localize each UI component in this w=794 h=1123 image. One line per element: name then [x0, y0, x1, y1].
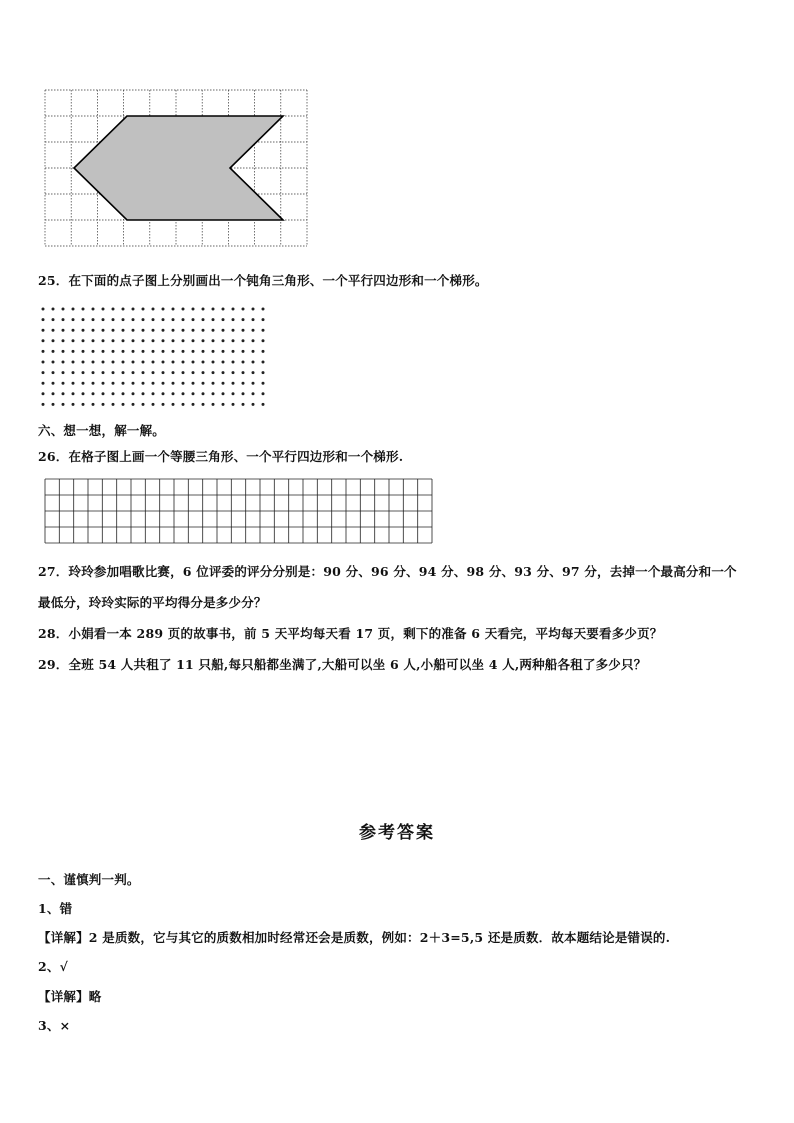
grid-dot	[182, 350, 185, 353]
grid-dot	[142, 371, 145, 374]
grid-dot	[262, 350, 265, 353]
grid-dot	[92, 329, 95, 332]
grid-dot	[152, 339, 155, 342]
grid-dot	[232, 339, 235, 342]
grid-dot	[242, 361, 245, 364]
grid-dot	[172, 382, 175, 385]
grid-dot	[232, 382, 235, 385]
answers-title: 参考答案	[359, 823, 435, 843]
grid-dot	[142, 339, 145, 342]
grid-dot	[92, 403, 95, 406]
grid-dot	[132, 329, 135, 332]
grid-dot	[132, 392, 135, 395]
grid-dot	[252, 361, 255, 364]
grid-dot	[52, 382, 55, 385]
grid-dot	[102, 403, 105, 406]
grid-dot	[112, 392, 115, 395]
grid-dot	[72, 339, 75, 342]
question-28: 28．小娟看一本 289 页的故事书，前 5 天平均每天看 17 页，剩下的准备 6 天看完，平均每天要看多少页？	[38, 626, 663, 641]
grid-dot	[142, 329, 145, 332]
grid-dot	[62, 318, 65, 321]
grid-dot	[262, 318, 265, 321]
grid-dot	[122, 371, 125, 374]
grid-dot	[202, 371, 205, 374]
grid-dot	[92, 361, 95, 364]
grid-dot	[262, 392, 265, 395]
grid-dot	[252, 329, 255, 332]
grid-dot	[42, 308, 45, 311]
grid-dot	[202, 318, 205, 321]
grid-dot	[52, 371, 55, 374]
grid-dot	[232, 371, 235, 374]
grid-dot	[222, 350, 225, 353]
grid-dot	[162, 339, 165, 342]
grid-dot	[172, 308, 175, 311]
grid-dot	[72, 329, 75, 332]
grid-dot	[132, 382, 135, 385]
grid-dot	[42, 350, 45, 353]
grid-dot	[132, 350, 135, 353]
grid-dot	[102, 308, 105, 311]
grid-dot	[262, 382, 265, 385]
grid-dot	[142, 382, 145, 385]
grid-dot	[192, 403, 195, 406]
grid-dot	[252, 403, 255, 406]
grid-dot	[82, 350, 85, 353]
grid-dot	[82, 318, 85, 321]
grid-dot	[82, 329, 85, 332]
grid-dot	[82, 392, 85, 395]
grid-dot	[72, 308, 75, 311]
grid-dot	[152, 350, 155, 353]
grid-dot	[162, 403, 165, 406]
grid-dot	[222, 392, 225, 395]
grid-dot	[182, 361, 185, 364]
grid-dot	[92, 318, 95, 321]
grid-dot	[42, 329, 45, 332]
grid-dot	[132, 361, 135, 364]
grid-dot	[242, 308, 245, 311]
grid-dot	[132, 318, 135, 321]
grid-dot	[62, 392, 65, 395]
grid-dot	[222, 308, 225, 311]
grid-dot	[82, 403, 85, 406]
grid-dot	[242, 350, 245, 353]
grid-dot	[252, 308, 255, 311]
grid-dot	[112, 318, 115, 321]
grid-dot	[222, 361, 225, 364]
grid-dot	[142, 308, 145, 311]
grid-dot	[102, 371, 105, 374]
grid-dot	[172, 318, 175, 321]
grid-dot	[252, 339, 255, 342]
grid-dot	[62, 403, 65, 406]
grid-dot	[152, 361, 155, 364]
grid-dot	[182, 308, 185, 311]
grid-dot	[212, 318, 215, 321]
grid-dot	[192, 318, 195, 321]
grid-dot	[212, 329, 215, 332]
grid-dot	[102, 339, 105, 342]
grid-dot	[202, 339, 205, 342]
grid-dot	[262, 329, 265, 332]
grid-dot	[162, 361, 165, 364]
grid-dot	[252, 350, 255, 353]
grid-dot	[52, 361, 55, 364]
grid-dot	[182, 392, 185, 395]
grid-dot	[262, 339, 265, 342]
section-6-heading: 六、想一想，解一解。	[38, 423, 166, 438]
grid-dot	[62, 361, 65, 364]
grid-dot	[122, 318, 125, 321]
grid-dot	[42, 339, 45, 342]
grid-dot	[42, 318, 45, 321]
grid-dot	[72, 361, 75, 364]
grid-dot	[202, 392, 205, 395]
grid-dot	[262, 371, 265, 374]
grid-dot	[202, 382, 205, 385]
grid-dot	[112, 371, 115, 374]
grid-dot	[92, 350, 95, 353]
grid-dot	[212, 350, 215, 353]
grid-dot	[142, 350, 145, 353]
grid-dot	[222, 403, 225, 406]
grid-dot	[262, 403, 265, 406]
grid-dot	[72, 318, 75, 321]
grid-dot	[112, 382, 115, 385]
grid-dot	[242, 318, 245, 321]
grid-dot	[152, 392, 155, 395]
grid-dot	[172, 361, 175, 364]
grid-dot	[142, 403, 145, 406]
grid-dot	[242, 382, 245, 385]
grid-dot	[192, 361, 195, 364]
grid-dot	[62, 308, 65, 311]
grid-dot	[162, 350, 165, 353]
answer-2-detail: 【详解】略	[38, 989, 102, 1004]
grid-dot	[52, 308, 55, 311]
grid-dot	[202, 308, 205, 311]
grid-dot	[62, 382, 65, 385]
grid-dot	[102, 350, 105, 353]
grid-dot	[152, 371, 155, 374]
grid-dot	[122, 403, 125, 406]
grid-dot	[262, 361, 265, 364]
grid-dot	[232, 308, 235, 311]
grid-dot	[162, 329, 165, 332]
grid-dot	[172, 339, 175, 342]
grid-dot	[122, 308, 125, 311]
grid-dot	[52, 392, 55, 395]
grid-dot	[252, 318, 255, 321]
grid-dot	[262, 308, 265, 311]
answer-1-detail: 【详解】2 是质数，它与其它的质数相加时经常还会是质数，例如：2＋3=5,5 还是质数．故本题结论是错误的.	[38, 930, 671, 945]
grid-dot	[112, 339, 115, 342]
grid-dot	[42, 382, 45, 385]
question-27-line2: 最低分，玲玲实际的平均得分是多少分？	[38, 595, 267, 610]
grid-dot	[62, 339, 65, 342]
grid-dot	[122, 392, 125, 395]
chevron-shape	[74, 116, 283, 220]
grid-dot	[62, 329, 65, 332]
grid-dot	[152, 318, 155, 321]
grid-dot	[92, 339, 95, 342]
grid-dot	[222, 329, 225, 332]
grid-dot	[102, 382, 105, 385]
grid-dot	[92, 392, 95, 395]
grid-dot	[42, 361, 45, 364]
grid-dot	[122, 382, 125, 385]
square-grid-figure	[44, 478, 434, 546]
grid-dot	[232, 329, 235, 332]
grid-dot	[172, 392, 175, 395]
grid-dot	[72, 392, 75, 395]
grid-dot	[202, 329, 205, 332]
grid-dot	[112, 329, 115, 332]
grid-dot	[112, 308, 115, 311]
answer-3: 3、×	[38, 1018, 71, 1033]
grid-dot	[232, 318, 235, 321]
grid-dot	[52, 403, 55, 406]
grid-dot	[192, 382, 195, 385]
grid-dot	[212, 308, 215, 311]
grid-dot	[212, 371, 215, 374]
grid-dot	[152, 403, 155, 406]
grid-dot	[202, 403, 205, 406]
grid-dot	[162, 382, 165, 385]
grid-dot	[212, 382, 215, 385]
grid-dot	[142, 392, 145, 395]
grid-dot	[172, 403, 175, 406]
grid-dot	[162, 392, 165, 395]
grid-dot	[152, 308, 155, 311]
grid-dot	[172, 350, 175, 353]
grid-dot	[192, 329, 195, 332]
grid-dot	[52, 339, 55, 342]
grid-dot	[192, 339, 195, 342]
grid-dot	[202, 361, 205, 364]
dot-grid-figure	[40, 306, 272, 410]
grid-dot	[232, 403, 235, 406]
grid-dot	[52, 329, 55, 332]
grid-dot	[52, 318, 55, 321]
grid-dot	[82, 371, 85, 374]
grid-dot	[182, 403, 185, 406]
grid-dot	[42, 392, 45, 395]
grid-dot	[192, 371, 195, 374]
grid-dot	[122, 329, 125, 332]
grid-dot	[112, 350, 115, 353]
grid-dot	[212, 339, 215, 342]
question-26: 26．在格子图上画一个等腰三角形、一个平行四边形和一个梯形.	[38, 449, 404, 464]
shape-grid-figure	[45, 90, 310, 250]
grid-dot	[192, 308, 195, 311]
grid-dot	[182, 339, 185, 342]
grid-dot	[102, 392, 105, 395]
grid-dot	[252, 382, 255, 385]
question-29: 29．全班 54 人共租了 11 只船,每只船都坐满了,大船可以坐 6 人,小船可以坐 4 人,两种船各租了多少只？	[38, 657, 647, 672]
grid-dot	[82, 308, 85, 311]
answers-section-1: 一、谨慎判一判。	[38, 872, 140, 887]
grid-dot	[222, 371, 225, 374]
grid-dot	[92, 308, 95, 311]
grid-dot	[242, 392, 245, 395]
grid-dot	[142, 318, 145, 321]
grid-dot	[42, 403, 45, 406]
grid-dot	[222, 339, 225, 342]
grid-dot	[182, 318, 185, 321]
grid-dot	[252, 392, 255, 395]
grid-dot	[102, 361, 105, 364]
grid-dot	[212, 392, 215, 395]
grid-dot	[172, 371, 175, 374]
grid-dot	[212, 403, 215, 406]
grid-dot	[242, 329, 245, 332]
grid-dot	[122, 350, 125, 353]
grid-dot	[202, 350, 205, 353]
grid-dot	[242, 403, 245, 406]
grid-dot	[152, 382, 155, 385]
question-25: 25．在下面的点子图上分别画出一个钝角三角形、一个平行四边形和一个梯形。	[38, 273, 488, 288]
grid-dot	[72, 382, 75, 385]
grid-dot	[62, 350, 65, 353]
grid-dot	[82, 382, 85, 385]
grid-dot	[132, 371, 135, 374]
grid-dot	[82, 361, 85, 364]
grid-dot	[242, 339, 245, 342]
grid-dot	[42, 371, 45, 374]
grid-dot	[92, 382, 95, 385]
grid-dot	[142, 361, 145, 364]
grid-dot	[62, 371, 65, 374]
grid-dot	[222, 318, 225, 321]
grid-dot	[172, 329, 175, 332]
grid-dot	[162, 318, 165, 321]
grid-dot	[162, 371, 165, 374]
grid-dot	[72, 371, 75, 374]
grid-dot	[222, 382, 225, 385]
grid-dot	[232, 361, 235, 364]
grid-dot	[242, 371, 245, 374]
grid-dot	[72, 350, 75, 353]
grid-dot	[72, 403, 75, 406]
grid-dot	[132, 403, 135, 406]
grid-dot	[92, 371, 95, 374]
grid-dot	[132, 308, 135, 311]
grid-dot	[112, 403, 115, 406]
grid-dot	[232, 350, 235, 353]
grid-dot	[232, 392, 235, 395]
grid-dot	[112, 361, 115, 364]
grid-dot	[52, 350, 55, 353]
grid-dot	[182, 329, 185, 332]
grid-dot	[162, 308, 165, 311]
grid-dot	[212, 361, 215, 364]
grid-dot	[192, 392, 195, 395]
grid-dot	[102, 329, 105, 332]
grid-dot	[192, 350, 195, 353]
grid-dot	[82, 339, 85, 342]
grid-dot	[102, 318, 105, 321]
grid-dot	[182, 371, 185, 374]
grid-dot	[252, 371, 255, 374]
answer-1: 1、错	[38, 901, 73, 916]
answer-2: 2、√	[38, 959, 69, 974]
grid-dot	[122, 339, 125, 342]
grid-dot	[132, 339, 135, 342]
grid-dot	[122, 361, 125, 364]
question-27-line1: 27．玲玲参加唱歌比赛，6 位评委的评分分别是：90 分、96 分、94 分、98 分、93 分、97 分，去掉一个最高分和一个	[38, 564, 737, 579]
grid-dot	[182, 382, 185, 385]
grid-dot	[152, 329, 155, 332]
